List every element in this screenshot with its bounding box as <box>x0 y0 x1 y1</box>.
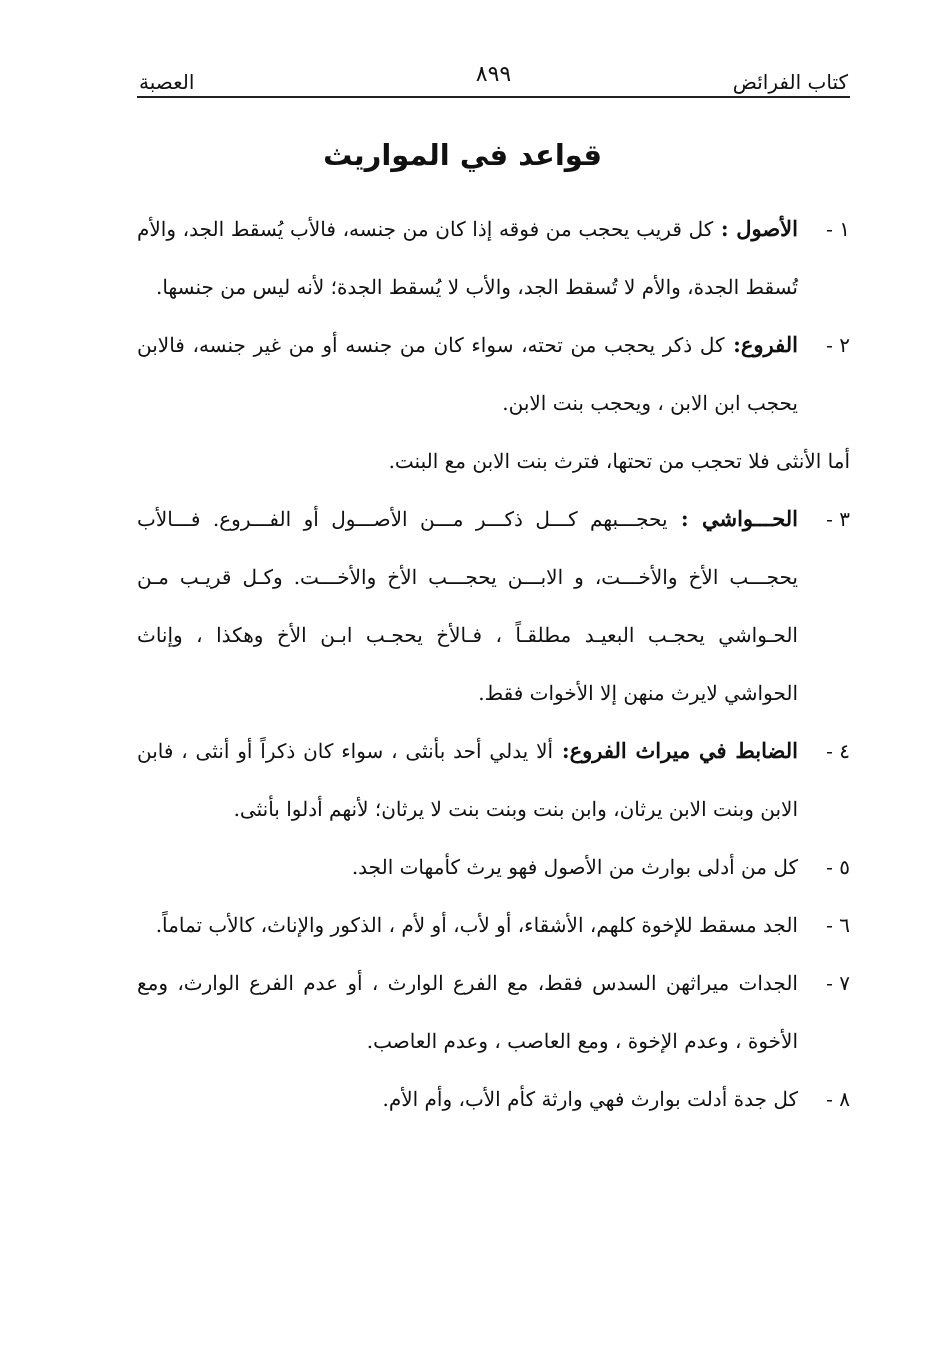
rule-item-1 <box>137 200 850 316</box>
page-number: ٨٩٩ <box>475 62 512 87</box>
rule-number: ٨ - <box>826 1087 850 1111</box>
rule-text: الجدات ميراثهن السدس فقط، مع الفرع الوارث ، أو عدم الفرع الوارث، ومع الأخوة ، وعدم الإخوة ، ومع العاصب ، وعدم العاصب. <box>137 971 798 1053</box>
section-title: العصبة <box>139 70 195 94</box>
rule-number: ٥ - <box>826 855 850 879</box>
book-title: كتاب الفرائض <box>732 70 848 94</box>
rule-item-5 <box>137 838 850 896</box>
rule-number: ٧ - <box>826 971 850 995</box>
rule-number: ٣ - <box>826 507 850 531</box>
rule-number: ٢ - <box>826 333 850 357</box>
rule-item-4 <box>137 722 850 838</box>
rules-list <box>137 200 850 1128</box>
rule-term: الفروع: <box>724 332 798 357</box>
rule-number: ٦ - <box>826 913 850 937</box>
rule-number: ١ - <box>826 217 850 241</box>
rule-text: يحجـــبهم كـــل ذكـــر مـــن الأصـــول أو الفـــروع. فـــالأب يحجـــب الأخ والأخـــت، و الابـــن يحجـــب الأخ والأخـــت. وكـل قريـب مـن الحـواشي يحجـب البعيـد مطلقـاً ، فـالأخ يحجـب ابـن الأخ وهكذا ، وإناث الحواشي لايرث منهن إلا الأخوات فقط. <box>137 507 798 705</box>
rule-item-8 <box>137 1070 850 1128</box>
rule-number: ٤ - <box>826 739 850 763</box>
page-title: قواعد في المواريث <box>323 138 602 172</box>
running-header <box>137 62 850 98</box>
rule-item-7 <box>137 954 850 1070</box>
rule-note <box>137 432 850 490</box>
rule-item-6 <box>137 896 850 954</box>
rule-text: كل جدة أدلت بوارث فهي وارثة كأم الأب، وأم الأم. <box>382 1087 798 1111</box>
rule-text: كل ذكر يحجب من تحته، سواء كان من جنسه أو من غير جنسه، فالابن يحجب ابن الابن ، ويحجب بنت الابن. <box>137 333 798 415</box>
rule-term: الأصول : <box>713 216 798 241</box>
rule-text: الجد مسقط للإخوة كلهم، الأشقاء، أو لأب، أو لأم ، الذكور والإناث، كالأب تماماً. <box>155 913 798 937</box>
rule-note-text: أما الأنثى فلا تحجب من تحتها، فترث بنت الابن مع البنت. <box>388 449 850 473</box>
rule-item-3 <box>137 490 850 722</box>
rule-text: كل قريب يحجب من فوقه إذا كان من جنسه، فالأب يُسقط الجد، والأم تُسقط الجدة، والأم لا تُسقط الجد، والأب لا يُسقط الجدة؛ لأنه ليس من جنسها. <box>137 217 798 299</box>
rule-text: ألا يدلي أحد بأنثى ، سواء كان ذكراً أو أنثى ، فابن الابن وبنت الابن يرثان، وابن بنت وبنت بنت لا يرثان؛ لأنهم أدلوا بأنثى. <box>137 739 798 821</box>
rule-term: الضابط في ميراث الفروع: <box>553 738 798 763</box>
rule-item-2 <box>137 316 850 432</box>
rule-term: الحـــواشي : <box>667 506 798 531</box>
rule-text: كل من أدلى بوارث من الأصول فهو يرث كأمهات الجد. <box>351 855 798 879</box>
